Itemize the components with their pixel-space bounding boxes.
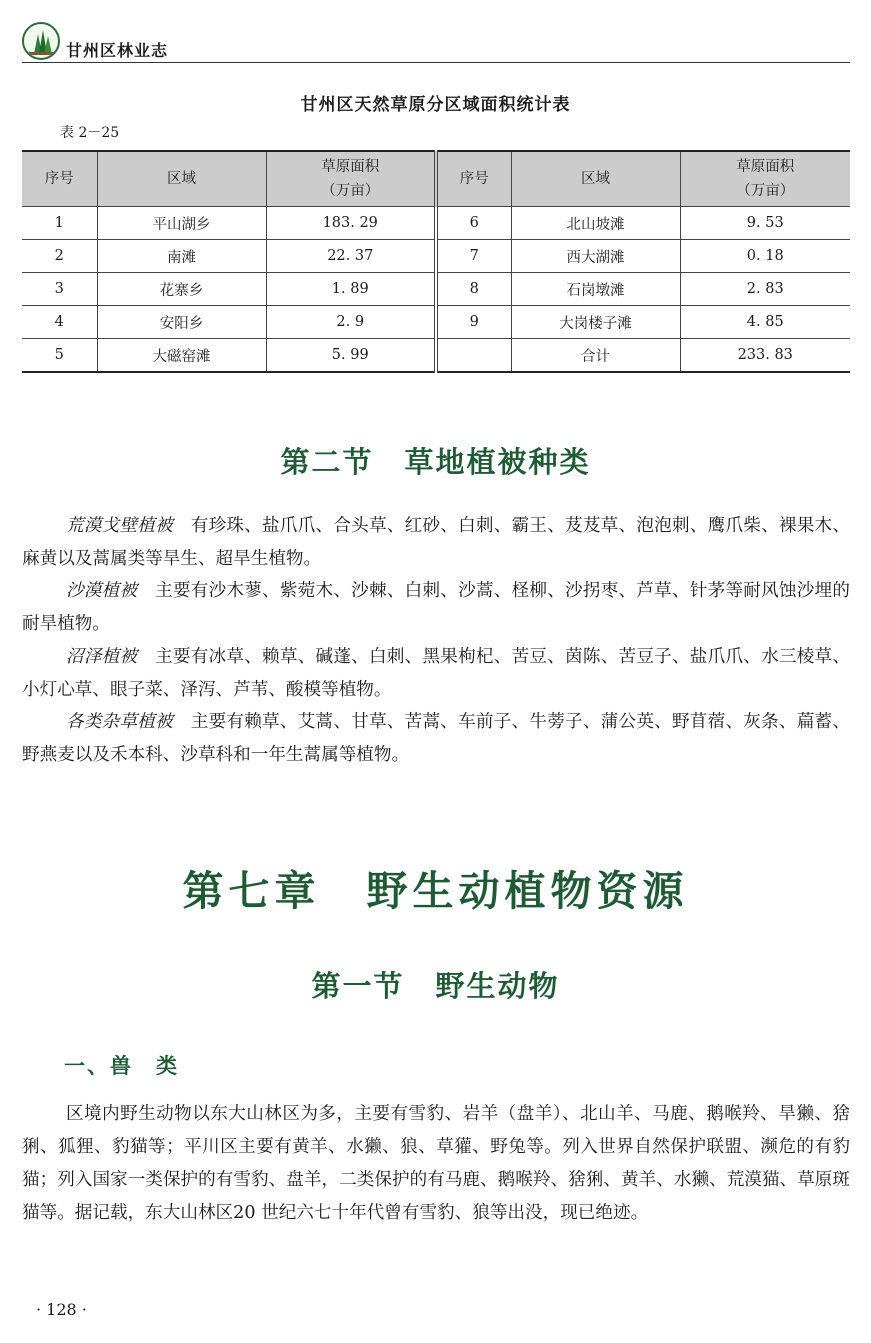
table-row	[22, 306, 850, 339]
header-no: 序号	[22, 151, 97, 207]
header-area-line1: 草原面积	[736, 159, 795, 175]
paragraph-marsh	[22, 641, 850, 707]
cell-area: 1. 89	[266, 273, 436, 306]
paragraph-lead: 各类杂草植被	[66, 712, 173, 732]
paragraph-text: 有珍珠、盐爪爪、合头草、红砂、白刺、霸王、芨芨草、泡泡刺、鹰爪柴、裸果木、麻黄以及蒿属类等旱生、超旱生植物。	[22, 516, 850, 569]
cell-region: 西大湖滩	[511, 240, 680, 273]
header-area	[266, 151, 436, 207]
paragraph-text: 主要有赖草、艾蒿、甘草、苦蒿、车前子、牛蒡子、蒲公英、野苜蓿、灰条、萹蓄、野燕麦以及禾本科、沙草科和一年生蒿属等植物。	[22, 712, 850, 765]
paragraph-wild-animals: 区境内野生动物以东大山林区为多，主要有雪豹、岩羊（盘羊）、北山羊、马鹿、鹅喉羚、旱獭、猞猁、狐狸、豹猫等；平川区主要有黄羊、水獭、狼、草獾、野兔等。列入世界自然保护联盟、濒危的有豹猫；列入国家一类保护的有雪豹、盘羊，二类保护的有马鹿、鹅喉羚、猞猁、黄羊、水獭、荒漠猫、草原斑猫等。据记载，东大山林区20 世纪六七十年代曾有雪豹、狼等出没，现已绝迹。	[22, 1104, 850, 1223]
table-row	[22, 339, 850, 373]
paragraph-lead: 沙漠植被	[66, 581, 138, 601]
cell-no	[436, 339, 511, 373]
cell-region: 石岗墩滩	[511, 273, 680, 306]
cell-area: 0. 18	[680, 240, 850, 273]
cell-no: 5	[22, 339, 97, 373]
table-header-row	[22, 151, 850, 207]
running-header	[22, 22, 850, 62]
table-title: 甘州区天然草原分区域面积统计表	[300, 95, 571, 115]
table-row	[22, 207, 850, 240]
cell-area: 9. 53	[680, 207, 850, 240]
cell-no: 6	[436, 207, 511, 240]
page-number: · 128 ·	[36, 1300, 87, 1319]
paragraph-sand-desert	[22, 575, 850, 641]
cell-region: 平山湖乡	[97, 207, 266, 240]
cell-area: 2. 83	[680, 273, 850, 306]
cell-region: 大岗楼子滩	[511, 306, 680, 339]
cell-region: 北山坡滩	[511, 207, 680, 240]
subheading-mammals: 一、兽 类	[64, 1054, 179, 1078]
section-title-grassland-vegetation: 第二节 草地植被种类	[280, 445, 591, 479]
cell-no: 4	[22, 306, 97, 339]
header-no: 序号	[436, 151, 511, 207]
chapter-title: 第七章 野生动植物资源	[182, 867, 689, 915]
cell-area: 5. 99	[266, 339, 436, 373]
cell-region: 安阳乡	[97, 306, 266, 339]
cell-area: 183. 29	[266, 207, 436, 240]
cell-no: 2	[22, 240, 97, 273]
cell-no: 7	[436, 240, 511, 273]
cell-area: 22. 37	[266, 240, 436, 273]
forest-logo-icon	[22, 22, 60, 60]
table-number: 表 2－25	[60, 125, 120, 141]
paragraph-lead: 荒漠戈壁植被	[66, 516, 173, 536]
header-area-line2: （万亩）	[321, 183, 380, 199]
header-region: 区域	[97, 151, 266, 207]
cell-area: 4. 85	[680, 306, 850, 339]
paragraph-desert-gobi	[22, 510, 850, 576]
grassland-area-table	[22, 150, 850, 373]
header-area	[680, 151, 850, 207]
cell-region: 南滩	[97, 240, 266, 273]
section-title-wild-animals: 第一节 野生动物	[311, 969, 560, 1003]
cell-no: 1	[22, 207, 97, 240]
book-title: 甘州区林业志	[66, 41, 169, 60]
paragraph-text: 主要有沙木蓼、紫菀木、沙棘、白刺、沙蒿、柽柳、沙拐枣、芦草、针茅等耐风蚀沙埋的耐旱植物。	[22, 581, 850, 634]
header-area-line2: （万亩）	[736, 183, 795, 199]
cell-no: 9	[436, 306, 511, 339]
cell-region: 大磁窑滩	[97, 339, 266, 373]
header-area-line1: 草原面积	[321, 159, 380, 175]
table-row	[22, 273, 850, 306]
cell-area: 2. 9	[266, 306, 436, 339]
paragraph-text: 主要有冰草、赖草、碱蓬、白刺、黑果枸杞、苦豆、茵陈、苦豆子、盐爪爪、水三棱草、小灯心草、眼子菜、泽泻、芦苇、酸模等植物。	[22, 647, 850, 700]
header-divider	[22, 62, 850, 63]
cell-no: 8	[436, 273, 511, 306]
cell-total-value: 233. 83	[680, 339, 850, 373]
cell-no: 3	[22, 273, 97, 306]
header-region: 区域	[511, 151, 680, 207]
table-row	[22, 240, 850, 273]
cell-total-label: 合计	[511, 339, 680, 373]
paragraph-lead: 沼泽植被	[66, 647, 138, 667]
paragraph-weeds	[22, 706, 850, 772]
cell-region: 花寨乡	[97, 273, 266, 306]
